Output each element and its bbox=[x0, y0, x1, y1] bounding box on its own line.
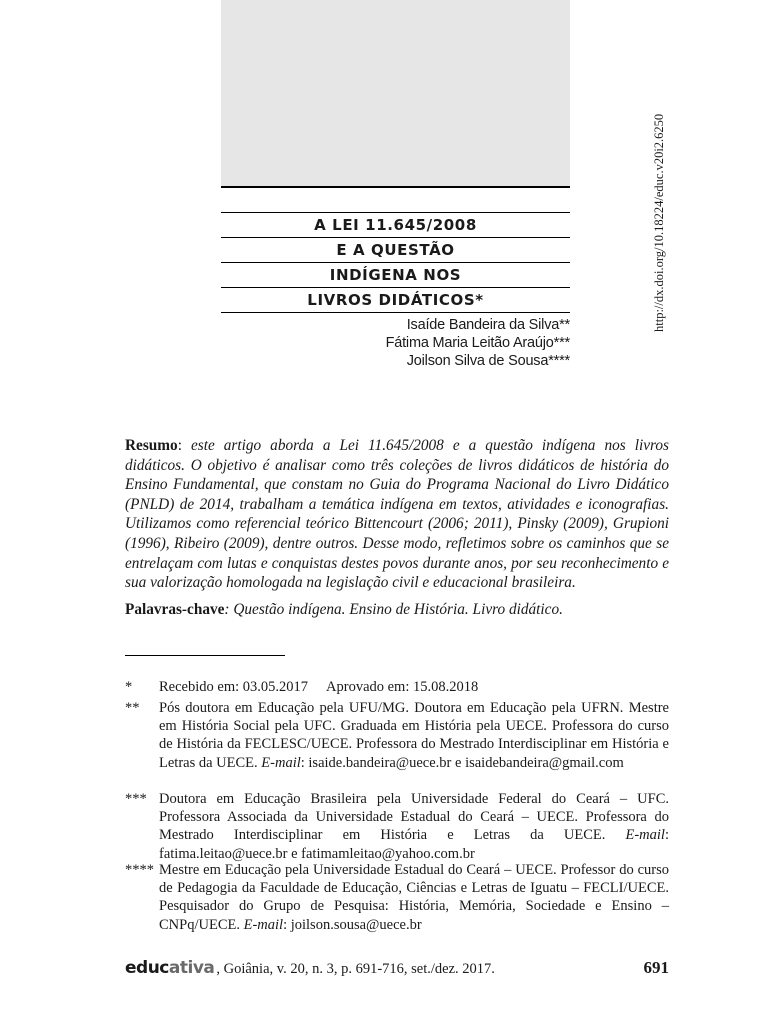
footnote-text: Doutora em Educação Brasileira pela Universidade Federal do Ceará – UFC. Professora Associada da Universidade Estadual do Ceará – UECE. Professora do Mestrado Interdisciplinar em História e Letras da UECE. bbox=[159, 791, 669, 844]
author-1: Isaíde Bandeira da Silva** bbox=[406, 317, 570, 333]
footnote-email[interactable]: : joilson.sousa@uece.br bbox=[283, 916, 422, 933]
footnote-mark: * bbox=[125, 679, 133, 695]
title-line-1: A LEI 11.645/2008 bbox=[314, 216, 477, 234]
journal-logo-bold: educ bbox=[125, 958, 169, 978]
journal-logo-light: ativa bbox=[168, 958, 215, 978]
title-rule bbox=[221, 312, 570, 313]
title-line-2: E A QUESTÃO bbox=[336, 241, 455, 259]
title-rule bbox=[221, 287, 570, 288]
header-gray-block bbox=[221, 0, 570, 186]
title-rule bbox=[221, 237, 570, 238]
footnote-text: Mestre em Educação pela Universidade Estadual do Ceará – UECE. Professor do curso de Pedagogia da Faculdade de Educação, Ciências e Letras de Iguatu – FECLI/UECE. Pesquisador do Grupo de Pesquisa: História, Memória, Sociedade e Ensino – CNPq/UECE. bbox=[159, 862, 669, 933]
author-3: Joilson Silva de Sousa**** bbox=[406, 353, 570, 369]
email-label: E-mail bbox=[243, 916, 284, 933]
abstract-text: este artigo aborda a Lei 11.645/2008 e a questão indígena nos livros didáticos. O objetivo é analisar como três coleções de livros didáticos de história do Ensino Fundamental, que constam no Guia do Programa Nacional do Livro Didático (PNLD) de 2014, trabalham a temática indígena em textos, atividades e iconografias. Utilizamos como referencial teórico Bittencourt (2006; 2011), Pinsky (2009), Grupioni (1996), Ribeiro (2009), dentre outros. Desse modo, refletimos sobre os caminhos que se entrelaçam com lutas e conquistas destes povos durante anos, por seu reconhecimento e sua valorização homologada na legislação civil e educacional brasileira. bbox=[125, 437, 669, 592]
footnote-mark: **** bbox=[125, 862, 154, 878]
footnote-author-1 bbox=[125, 699, 669, 772]
keywords: Palavras-chave: Questão indígena. Ensino de História. Livro didático. bbox=[125, 601, 563, 618]
abstract-label: Resumo bbox=[125, 437, 178, 454]
page-number: 691 bbox=[643, 958, 669, 977]
keywords-label: Palavras-chave bbox=[125, 601, 225, 618]
journal-citation: , Goiânia, v. 20, n. 3, p. 691-716, set./dez. 2017. bbox=[216, 961, 495, 977]
abstract: Resumo: este artigo aborda a Lei 11.645/2008 e a questão indígena nos livros didáticos. O objetivo é analisar como três coleções de livros didáticos de história do Ensino Fundamental, que constam no Guia do Programa Nacional do Livro Didático (PNLD) de 2014, trabalham a temática indígena em textos, atividades e iconografias. Utilizamos como referencial teórico Bittencourt (2006; 2011), Pinsky (2009), Grupioni (1996), Ribeiro (2009), dentre outros. Desse modo, refletimos sobre os caminhos que se entrelaçam com lutas e conquistas destes povos durante anos, por seu reconhecimento e sua valorização homologada na legislação civil e educacional brasileira. bbox=[125, 437, 669, 592]
title-rule bbox=[221, 262, 570, 263]
title-line-4: LIVROS DIDÁTICOS* bbox=[307, 291, 484, 309]
received-date: Recebido em: 03.05.2017 bbox=[159, 679, 309, 695]
footnote-text: Pós doutora em Educação pela UFU/MG. Doutora em Educação pela UFRN. Mestre em História Social pela UFC. Graduada em História pela UECE. Professora do curso de História da FECLESC/UECE. Professora do Mestrado Interdisciplinar em História e Letras da UECE. bbox=[159, 700, 669, 771]
email-label: E-mail bbox=[625, 827, 665, 844]
page-footer bbox=[125, 958, 669, 980]
keywords-text: Questão indígena. Ensino de História. Livro didático. bbox=[233, 601, 563, 618]
title-rule bbox=[221, 212, 570, 213]
footnote-received bbox=[125, 678, 669, 696]
footnote-author-2 bbox=[125, 790, 669, 863]
footnote-email[interactable]: : isaide.bandeira@uece.br e isaidebandeira@gmail.com bbox=[300, 754, 624, 771]
email-label: E-mail bbox=[261, 754, 301, 771]
doi-link[interactable]: http://dx.doi.org/10.18224/educ.v20i2.6250 bbox=[652, 113, 666, 332]
title-rule-top bbox=[221, 186, 570, 188]
footnote-email[interactable]: : fatima.leitao@uece.br e fatimamleitao@yahoo.com.br bbox=[159, 827, 669, 862]
journal-logo bbox=[125, 958, 214, 978]
approved-date: Aprovado em: 15.08.2018 bbox=[326, 679, 479, 695]
footnote-author-3 bbox=[125, 861, 669, 934]
footnote-mark: ** bbox=[125, 700, 140, 716]
author-2: Fátima Maria Leitão Araújo*** bbox=[385, 335, 570, 351]
footnote-mark: *** bbox=[125, 791, 147, 807]
title-line-3: INDÍGENA NOS bbox=[329, 266, 462, 284]
footnote-separator bbox=[125, 655, 285, 656]
